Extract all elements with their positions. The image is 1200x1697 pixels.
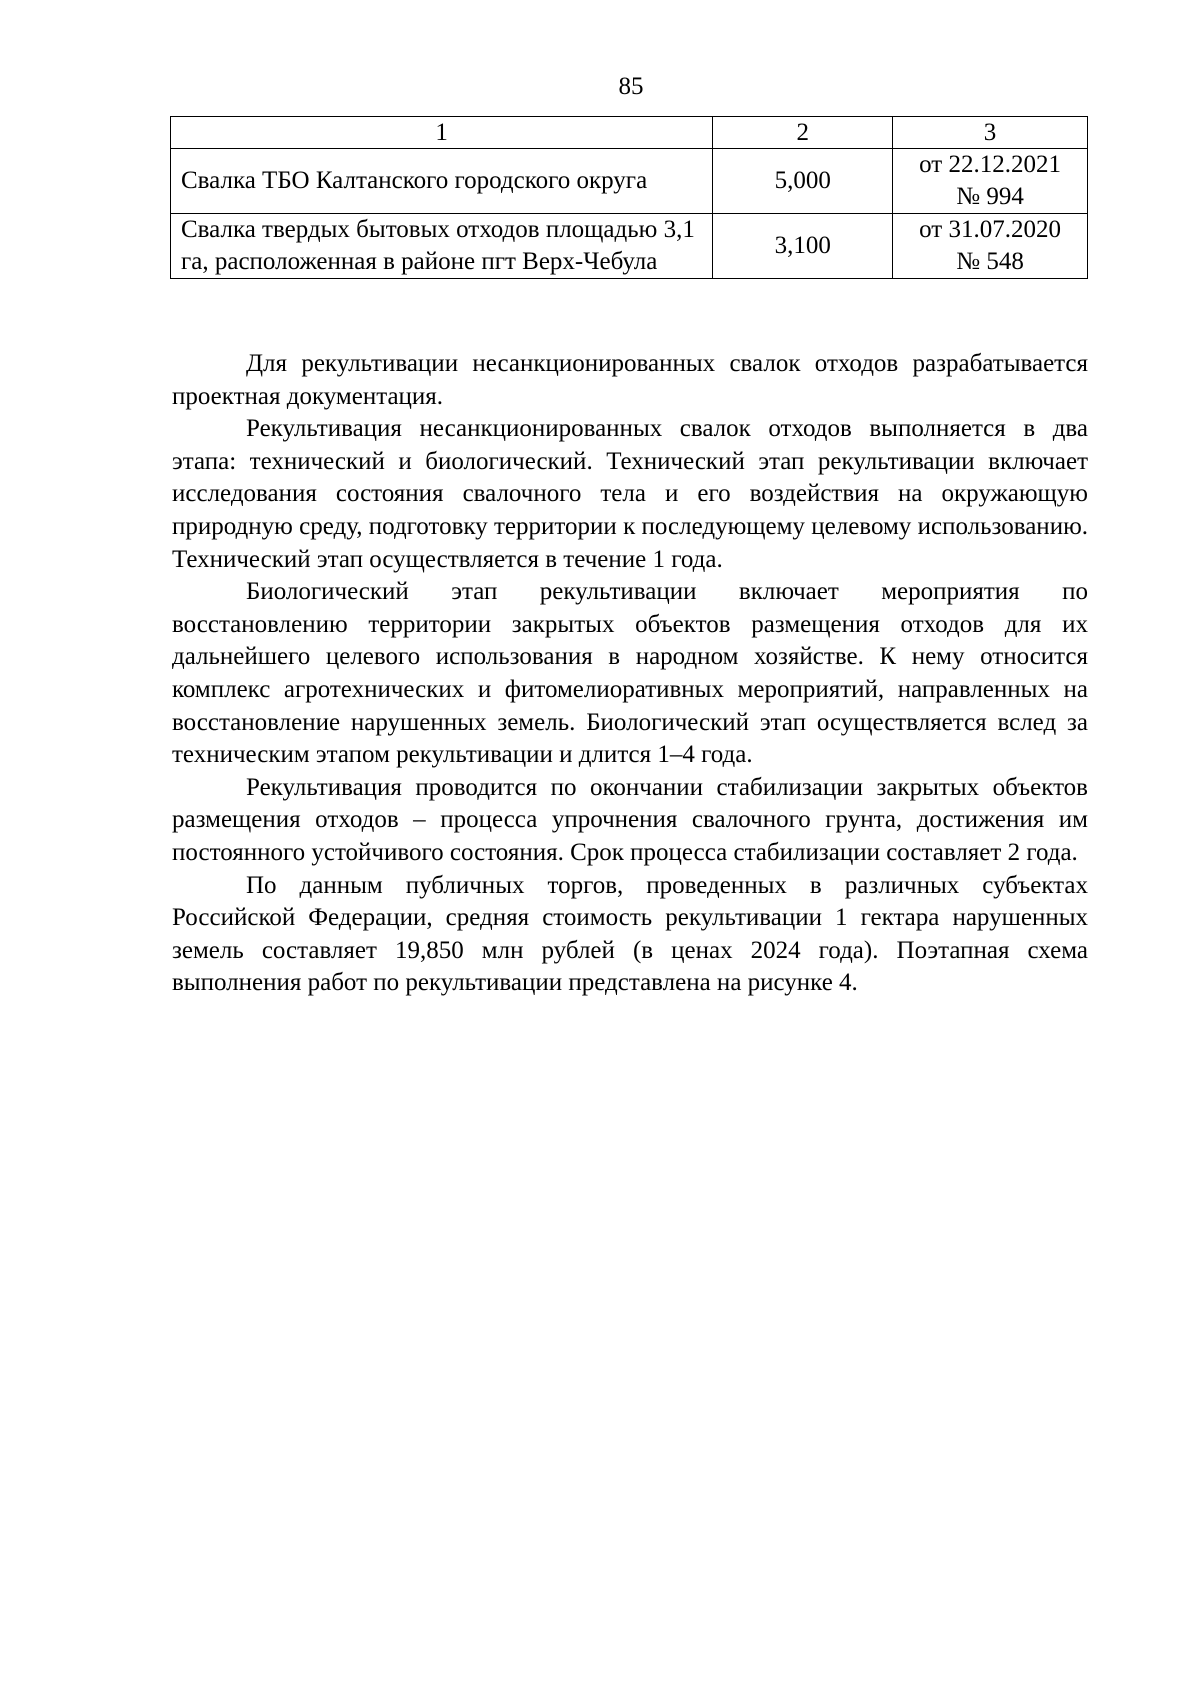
landfill-value-cell: 3,100 — [713, 214, 893, 279]
paragraph: Биологический этап рекультивации включает мероприятия по восстановлению территории закрытых объектов размещения отходов для их дальнейшего целевого использования в народном хозяйстве. К нему относится комплекс агротехнических и фитомелиоративных мероприятий, направленных на восстановление нарушенных земель. Биологический этап осуществляется вслед за техническим этапом рекультивации и длится 1–4 года. — [172, 578, 1088, 769]
landfill-name-cell: Свалка ТБО Калтанского городского округа — [171, 149, 713, 214]
table-row — [171, 149, 1088, 214]
document-date: от 22.12.2021 — [919, 151, 1061, 178]
page-number: 85 — [618, 73, 644, 100]
paragraph: Для рекультивации несанкционированных свалок отходов разрабатывается проектная документация. — [172, 350, 1088, 410]
document-number: № 994 — [956, 183, 1024, 210]
body-text — [172, 348, 1088, 1000]
paragraph: Рекультивация несанкционированных свалок отходов выполняется в два этапа: технический и биологический. Технический этап рекультивации включает исследования состояния свалочного тела и его воздействия на окружающую природную среду, подготовку территории к последующему целевому использованию. Технический этап осуществляется в течение 1 года. — [172, 415, 1088, 573]
table-header-cell: 2 — [713, 117, 893, 149]
landfill-value-cell: 5,000 — [713, 149, 893, 214]
table-row — [171, 214, 1088, 279]
table-header-row — [171, 117, 1088, 149]
landfill-table — [170, 116, 1088, 279]
document-number: № 548 — [956, 248, 1024, 275]
document-date: от 31.07.2020 — [919, 216, 1061, 243]
landfill-name-cell: Свалка твердых бытовых отходов площадью 3,1 га, расположенная в районе пгт Верх-Чебула — [171, 214, 713, 279]
table-header-cell: 1 — [171, 117, 713, 149]
paragraph: Рекультивация проводится по окончании стабилизации закрытых объектов размещения отходов – процесса упрочнения свалочного грунта, достижения им постоянного устойчивого состояния. Срок процесса стабилизации составляет 2 года. — [172, 773, 1088, 866]
table-header-cell: 3 — [893, 117, 1088, 149]
landfill-document-cell — [893, 214, 1088, 279]
landfill-document-cell — [893, 149, 1088, 214]
paragraph: По данным публичных торгов, проведенных в различных субъектах Российской Федерации, средняя стоимость рекультивации 1 гектара нарушенных земель составляет 19,850 млн рублей (в ценах 2024 года). Поэтапная схема выполнения работ по рекультивации представлена на рисунке 4. — [172, 871, 1088, 997]
